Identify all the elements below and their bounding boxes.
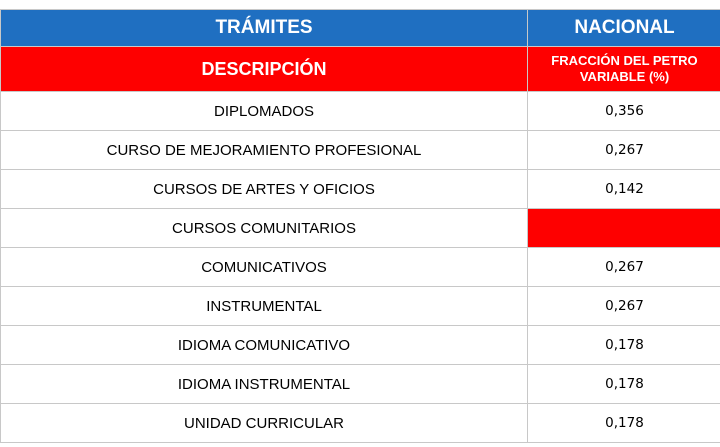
row-description: IDIOMA INSTRUMENTAL [1, 365, 528, 404]
table-row [1, 248, 720, 287]
header-tramites: TRÁMITES [1, 10, 528, 47]
table-row [1, 326, 720, 365]
row-description: UNIDAD CURRICULAR [1, 404, 528, 443]
table-row [1, 92, 720, 131]
subheader-fraccion-line2: VARIABLE (%) [579, 69, 670, 84]
row-description: INSTRUMENTAL [1, 287, 528, 326]
row-description: COMUNICATIVOS [1, 248, 528, 287]
table-row [1, 404, 720, 443]
row-description: CURSOS COMUNITARIOS [1, 209, 528, 248]
table-header-row [1, 10, 720, 47]
row-value: 0,142 [528, 170, 720, 209]
row-value: 0,267 [528, 248, 720, 287]
table-row [1, 131, 720, 170]
subheader-fraccion [528, 47, 720, 92]
row-description: CURSO DE MEJORAMIENTO PROFESIONAL [1, 131, 528, 170]
row-value: 0,178 [528, 404, 720, 443]
row-value: 0,267 [528, 287, 720, 326]
row-value: 0,267 [528, 131, 720, 170]
table-row [1, 209, 720, 248]
row-value: 0,356 [528, 92, 720, 131]
table-row [1, 287, 720, 326]
table-subheader-row [1, 47, 720, 92]
tramites-table [0, 9, 720, 443]
subheader-fraccion-line1: FRACCIÓN DEL PETRO [551, 53, 698, 68]
row-description: CURSOS DE ARTES Y OFICIOS [1, 170, 528, 209]
subheader-descripcion: DESCRIPCIÓN [1, 47, 528, 92]
row-value: 0,178 [528, 365, 720, 404]
header-nacional: NACIONAL [528, 10, 720, 47]
row-description: IDIOMA COMUNICATIVO [1, 326, 528, 365]
row-value: 0,178 [528, 326, 720, 365]
table-row [1, 170, 720, 209]
row-value-highlight [528, 209, 720, 248]
table-row [1, 365, 720, 404]
row-description: DIPLOMADOS [1, 92, 528, 131]
